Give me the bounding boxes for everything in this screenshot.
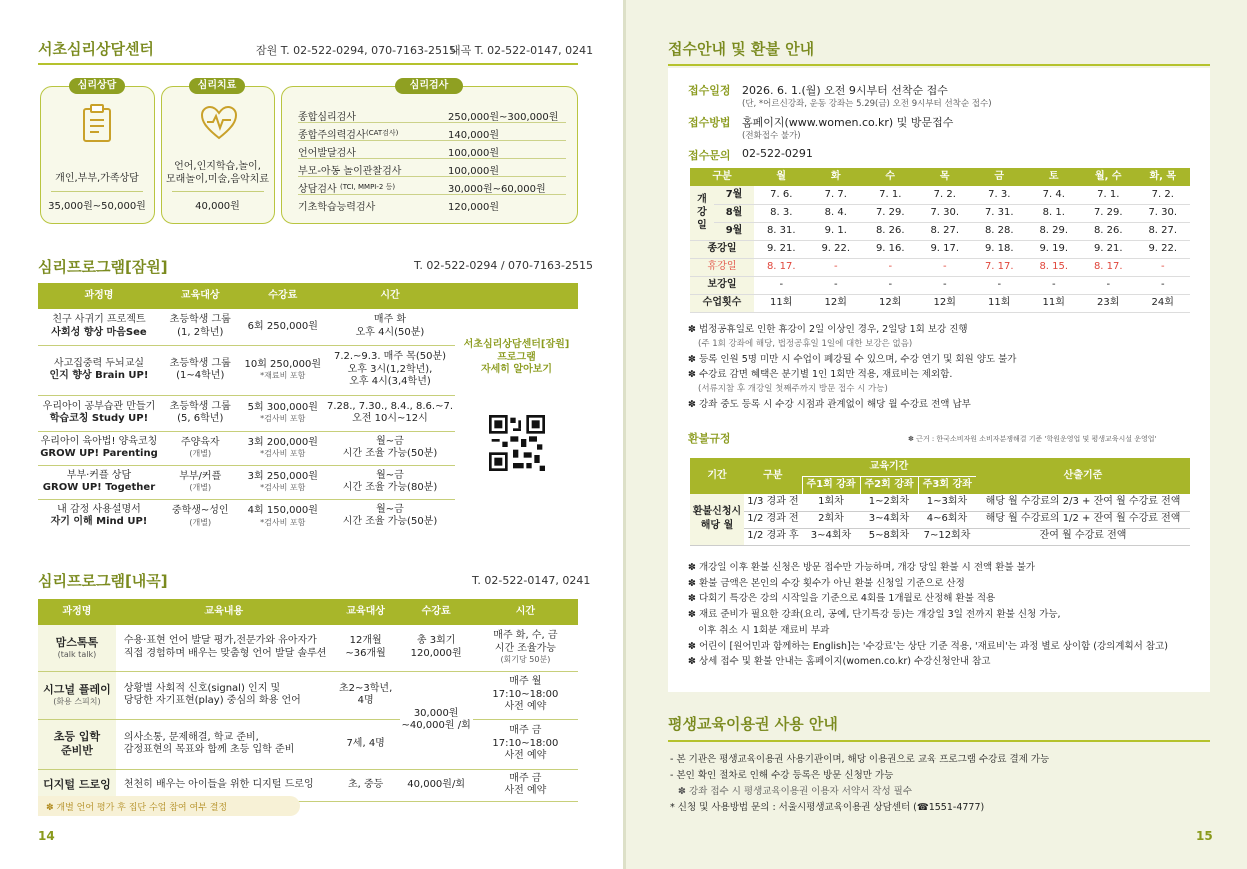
qr-cell [455, 309, 578, 533]
refund-table: 기간 구분 교육기간 산출기준 주1회 강좌 주2회 강좌 주3회 강좌 환불신청시 해당 월 1/3 경과 전 1회차 1~2회차 1~3회차 해당 월 수강료의 2/3 + 잔여 월 수강료 전액 1/2 경과 전 2회차 3~4회차 4~6회차 해당 월 수강료의 1/2 + 잔여 월 수강료 전액 1/2 경과 후 3~4회차 5~8회차 7~12회차 잔여 월 수강료 전액 [690, 458, 1190, 546]
table-row: 1/2 경과 전 2회차 3~4회차 4~6회차 해당 월 수강료의 1/2 + 잔여 월 수강료 전액 [690, 511, 1190, 528]
assessment-row: 종합주의력검사 (CAT검사) 140,000원 [298, 123, 566, 141]
jamwon-phone: T. 02-522-0294 / 070-7163-2515 [414, 259, 593, 272]
assessment-row: 상담검사 (TCI, MMPI-2 등) 30,000원~60,000원 [298, 177, 566, 195]
counseling-price: 35,000원~50,000원 [48, 201, 146, 212]
table-row: 내 감정 사용설명서 자기 이해 Mind UP! 중학생~성인 (개별) 4회 150,000원 *검사비 포함 월~금 시간 조율 가능(50분) [50, 503, 438, 528]
refund-title: 환불규정 [688, 432, 731, 445]
naegok-note: ✽ 개별 언어 평가 후 집단 수업 참여 여부 결정 [38, 796, 300, 816]
jamwon-table: 과정명 교육대상 수강료 시간 친구 사귀기 프로젝트 사회성 향상 마음See 초등학생 그룹 (1, 2학년) 6회 250,000원 매주 화 오후 4시(50분) 서초심리상담센터[잠원] 프로그램 자세히 알아보기 사고집중력 두뇌교실 인지 향상 Brain UP! 초등학생 그룹 (1~4학년) 10회 250,000원 *재료비 포함 7.2.~9.3. 매주 목(50분) 오후 3시(1,2학년), 오후 4시(3,4학년) 우리아이 공부습관 만들기 학습코칭 Study UP! 초등학생 그룹 (5, 6학년) 5회 300,000원 *검사비 포함 7.28., 7.30., 8.4., 8.6.~7. 오전 10시~12시 우리아이 육아법! 양육코칭 GROW UP! Parenting 주양육자 (개별) 3회 200,000원 *검사비 포함 월~금 시간 조율 가능(50분) 부부·커플 상담 GROW UP! Together 부부/커플 (개별) 3회 250,000원 *검사비 포함 월~금 시간 조율 가능(80분) 내 감정 사용설명서 자기 이해 Mind UP! 중학생~성인 (개별) 4회 150,000원 *검사비 포함 월~금 시간 조율 가능(50분) [38, 283, 578, 533]
reg-phone: 02-522-0291 [742, 147, 813, 160]
qr-caption-1: 서초심리상담센터[잠원] [463, 339, 570, 350]
registration-title: 접수안내 및 환불 안내 [668, 40, 815, 58]
counseling-pill: 심리상담 [69, 78, 125, 94]
right-page [626, 0, 1247, 869]
assessment-row: 언어발달검사 100,000원 [298, 141, 566, 159]
reg-schedule: 2026. 6. 1.(월) 오전 9시부터 선착순 접수 [742, 84, 948, 97]
table-row: 1/2 경과 후 3~4회차 5~8회차 7~12회차 잔여 월 수강료 전액 [690, 528, 1190, 545]
header-rule [38, 63, 578, 65]
left-page [0, 0, 623, 869]
table-row: 사고집중력 두뇌교실 인지 향상 Brain UP! 초등학생 그룹 (1~4학년) 10회 250,000원 *재료비 포함 7.2.~9.3. 매주 목(50분) 오후 3시(1,2학년), 오후 4시(3,4학년) [38, 345, 578, 395]
table-row: 종강일 9. 21. 9. 22. 9. 16. 9. 17. 9. 18. 9. 19. 9. 21. 9. 22. [690, 240, 1190, 258]
page-number-left: 14 [38, 829, 55, 843]
refund-basis: ✽ 근거 : 한국소비자원 소비자분쟁해결 기준 '학원운영업 및 평생교육시설 운영업' [908, 435, 1157, 443]
naegok-phone: T. 02-522-0147, 0241 [472, 574, 591, 587]
table-row: 부부·커플 상담 GROW UP! Together 부부/커플 (개별) 3회 250,000원 *검사비 포함 월~금 시간 조율 가능(80분) [38, 465, 578, 499]
naegok-title: 심리프로그램[내곡] [38, 572, 168, 590]
voucher-body: - 본 기관은 평생교육이용권 사용기관이며, 해당 이용권으로 교육 프로그램 수강료 결제 가능 - 본인 확인 절차로 인해 수강 등록은 방문 신청만 가능 ✽ 강좌 접수 시 평생교육이용권 이용자 서약서 작성 필수 * 신청 및 사용방법 문의 : 서울시평생교육이용권 상담센터 (☎1551-4777) [670, 754, 1050, 813]
voucher-rule [668, 740, 1210, 742]
voucher-title: 평생교육이용권 사용 안내 [668, 715, 838, 733]
qr-caption-2: 프로그램 [497, 351, 536, 363]
table-row: 8월 8. 3. 8. 4. 7. 29. 7. 30. 7. 31. 8. 1. 7. 29. 7. 30. [690, 204, 1190, 222]
assessment-list [298, 105, 566, 213]
opening-label: 개 강 일 [690, 186, 714, 240]
registration-panel: 접수일정 2026. 6. 1.(월) 오전 9시부터 선착순 접수 (단, *어르신강좌, 운동 강좌는 5.29(금) 오전 9시부터 선착순 접수) 접수방법 홈페이지(www.women.co.kr) 및 방문접수 (전화접수 불가) 접수문의 02-522-0291 구분 월 화 수 목 금 토 월, 수 화, 목 개 강 일 7월 7. 6. 7. 7. 7. 1. 7. 2. 7. 3. 7. 4. 7. 1. 7. 2. 8월 8. 3. 8. 4. 7. 29. 7. 30. 7. 31. 8. 1. 7. 29. 7. 30. 9월 8. 31. 9. 1. 8. 26. 8. 27. 8. 28. 8. 29. 8. 26. 8. 27. 종강일 9. 21. 9. 22. 9. 16. 9. 17. 9. 18. 9. 19. 9. 21. 9. 22. 휴강일 8. 17. - - - 7. 17. 8. 15. 8. 17. - 보강일 - - - - - - - - 수업횟수 11회 12회 12회 12회 11회 11회 23회 24회 ✽ 법정공휴일로 인한 휴강이 2일 이상인 경우, 2일당 1회 보강 진행 (주 1회 강좌에 해당, 법정공휴일 1일에 대한 보강은 없음) ✽ 등록 인원 5명 미만 시 수업이 폐강될 수 있으며, 수강 연기 및 회원 양도 불가 ✽ 수강료 감면 혜택은 분기별 1인 1회만 적용, 재료비는 제외함. (서류지참 후 개강일 첫째주까지 방문 접수 시 가능) ✽ 강좌 중도 등록 시 수강 시점과 관계없이 해당 월 수강료 전액 납부 환불규정 ✽ 근거 : 한국소비자원 소비자분쟁해결 기준 '학원운영업 및 평생교육시설 운영업' 기간 구분 교육기간 산출기준 주1회 강좌 주2회 강좌 주3회 강좌 환불신청시 해당 월 1/3 경과 전 1회차 1~2회차 1~3회차 해당 월 수강료의 2/3 + 잔여 월 수강료 전액 1/2 경과 전 2회차 3~4회차 4~6회차 해당 월 수강료의 1/2 + 잔여 월 수강료 전액 1/2 경과 후 3~4회차 5~8회차 7~12회차 잔여 월 수강료 전액 ✽ 개강일 이후 환불 신청은 방문 접수만 가능하며, 개강 당일 환불 시 전액 환불 불가 ✽ 환불 금액은 본인의 수강 횟수가 아닌 환불 신청일 기준으로 산정 ✽ 다회기 특강은 강의 시작일을 기준으로 4회를 1개월로 산정해 환불 적용 ✽ 재료 준비가 필요한 강좌(요리, 공예, 단기특강 등)는 개강일 3일 전까지 환불 신청 가능, 이후 취소 시 1회분 재료비 부과 ✽ 어린이 [원어민과 함께하는 English]는 '수강료'는 상단 기준 적용, '재료비'는 과정 별로 상이함 (강의계획서 참고) ✽ 상세 접수 및 환불 안내는 홈페이지(women.co.kr) 수강신청안내 참고 [668, 68, 1210, 692]
jamwon-contact: 잠원 T. 02-522-0294, 070-7163-2515 [256, 44, 456, 57]
refund-notes: ✽ 개강일 이후 환불 신청은 방문 접수만 가능하며, 개강 당일 환불 시 전액 환불 불가 ✽ 환불 금액은 본인의 수강 횟수가 아닌 환불 신청일 기준으로 산정 ✽ 다회기 특강은 강의 시작일을 기준으로 4회를 1개월로 산정해 환불 적용 ✽ 재료 준비가 필요한 강좌(요리, 공예, 단기특강 등)는 개강일 3일 전까지 환불 신청 가능, 이후 취소 시 1회분 재료비 부과 ✽ 어린이 [원어민과 함께하는 English]는 '수강료'는 상단 기준 적용, '재료비'는 과정 별로 상이함 (강의계획서 참고) ✽ 상세 접수 및 환불 안내는 홈페이지(women.co.kr) 수강신청안내 참고 [688, 562, 1168, 668]
naegok-contact: 내곡 T. 02-522-0147, 0241 [450, 44, 594, 57]
box-divider [172, 191, 264, 192]
naegok-table: 과정명 교육내용 교육대상 수강료 시간 맘스톡톡 (talk talk) 수용·표현 언어 발달 평가,전문가와 유아자가 직접 경험하며 배우는 맞춤형 언어 발달 솔루션 12개월 ~36개월 총 3회기 120,000원 매주 화, 수, 금 시간 조율가능 (회기당 50분) 시그널 플레이 (화용 스피치) 상황별 사회적 신호(signal) 인지 및 당당한 자기표현(play) 중심의 화용 언어 초2~3학년, 4명 30,000원 ~40,000원 /회 매주 월 17:10~18:00 사전 예약 초등 입학 준비반 의사소통, 문제해결, 학교 준비, 감정표현의 목표와 함께 초등 입학 준비 7세, 4명 매주 금 17:10~18:00 사전 예약 디지털 드로잉 천천히 배우는 아이들을 위한 디지털 드로잉 초, 중등 40,000원/회 매주 금 사전 예약 [38, 599, 578, 802]
assessment-box [281, 86, 578, 224]
therapy-desc-2: 모래놀이,미술,음악치료 [166, 174, 269, 185]
registration-notes: ✽ 법정공휴일로 인한 휴강이 2일 이상인 경우, 2일당 1회 보강 진행 (주 1회 강좌에 해당, 법정공휴일 1일에 대한 보강은 없음) ✽ 등록 인원 5명 미만 시 수업이 폐강될 수 있으며, 수강 연기 및 회원 양도 불가 ✽ 수강료 감면 혜택은 분기별 1인 1회만 적용, 재료비는 제외함. (서류지참 후 개강일 첫째주까지 방문 접수 시 가능) ✽ 강좌 중도 등록 시 수강 시점과 관계없이 해당 월 수강료 전액 납부 [688, 324, 1017, 410]
table-row: 초등 입학 준비반 의사소통, 문제해결, 학교 준비, 감정표현의 목표와 함께 초등 입학 준비 7세, 4명 매주 금 17:10~18:00 사전 예약 [38, 719, 578, 769]
shared-fee-cell: 30,000원 ~40,000원 /회 [400, 671, 473, 769]
table-row: 9월 8. 31. 9. 1. 8. 26. 8. 27. 8. 28. 8. 29. 8. 26. 8. 27. [690, 222, 1190, 240]
table-row: 휴강일 8. 17. - - - 7. 17. 8. 15. 8. 17. - [690, 258, 1190, 276]
box-divider [51, 191, 143, 192]
schedule-table: 구분 월 화 수 목 금 토 월, 수 화, 목 개 강 일 7월 7. 6. 7. 7. 7. 1. 7. 2. 7. 3. 7. 4. 7. 1. 7. 2. 8월 8. 3. 8. 4. 7. 29. 7. 30. 7. 31. 8. 1. 7. 29. 7. 30. 9월 8. 31. 9. 1. 8. 26. 8. 27. 8. 28. 8. 29. 8. 26. 8. 27. 종강일 9. 21. 9. 22. 9. 16. 9. 17. 9. 18. 9. 19. 9. 21. 9. 22. 휴강일 8. 17. - - - 7. 17. 8. 15. 8. 17. - 보강일 - - - - - - - - 수업횟수 11회 12회 12회 12회 11회 11회 23회 24회 [690, 168, 1190, 313]
therapy-pill: 심리치료 [189, 78, 245, 94]
counseling-desc: 개인,부부,가족상담 [55, 173, 139, 184]
table-row: 수업횟수 11회 12회 12회 12회 11회 11회 23회 24회 [690, 294, 1190, 312]
therapy-box [161, 86, 275, 224]
table-row: 보강일 - - - - - - - - [690, 276, 1190, 294]
table-row: 우리아이 공부습관 만들기 학습코칭 Study UP! 초등학생 그룹 (5, 6학년) 5회 300,000원 *검사비 포함 7.28., 7.30., 8.4., 8.6.~7. 오전 10시~12시 [38, 395, 578, 431]
assessment-row: 기초학습능력검사 120,000원 [298, 202, 500, 213]
table-row: 디지털 드로잉 천천히 배우는 아이들을 위한 디지털 드로잉 초, 중등 40,000원/회 매주 금 사전 예약 [38, 769, 578, 801]
table-row: 맘스톡톡 (talk talk) 수용·표현 언어 발달 평가,전문가와 유아자가 직접 경험하며 배우는 맞춤형 언어 발달 솔루션 12개월 ~36개월 총 3회기 120,000원 매주 화, 수, 금 시간 조율가능 (회기당 50분) [38, 625, 578, 671]
counseling-box [40, 86, 155, 224]
assessment-row: 부모-아동 놀이관찰검사 100,000원 [298, 159, 566, 177]
registration-rule [668, 64, 1210, 66]
therapy-price: 40,000원 [195, 201, 240, 212]
clipboard-icon [79, 103, 115, 143]
qr-caption-3: 자세히 알아보기 [480, 364, 553, 375]
jamwon-title: 심리프로그램[잠원] [38, 258, 168, 276]
assessment-pill: 심리검사 [395, 78, 463, 94]
assessment-row: 종합심리검사 250,000원~300,000원 [298, 105, 566, 123]
center-title: 서초심리상담센터 [38, 40, 154, 58]
heart-pulse-icon [200, 105, 238, 141]
table-row: 친구 사귀기 프로젝트 사회성 향상 마음See 초등학생 그룹 (1, 2학년) 6회 250,000원 매주 화 오후 4시(50분) 서초심리상담센터[잠원] 프로그램 자세히 알아보기 [38, 309, 578, 345]
table-row: 우리아이 육아법! 양육코칭 GROW UP! Parenting 주양육자 (개별) 3회 200,000원 *검사비 포함 월~금 시간 조율 가능(50분) [38, 431, 578, 465]
table-row: 시그널 플레이 (화용 스피치) 상황별 사회적 신호(signal) 인지 및 당당한 자기표현(play) 중심의 화용 언어 초2~3학년, 4명 30,000원 ~40,000원 /회 매주 월 17:10~18:00 사전 예약 [38, 671, 578, 719]
therapy-desc-1: 언어,인지학습,놀이, [174, 161, 261, 172]
table-row: 환불신청시 해당 월 1/3 경과 전 1회차 1~2회차 1~3회차 해당 월 수강료의 2/3 + 잔여 월 수강료 전액 [690, 494, 1190, 511]
page-number-right: 15 [1196, 829, 1213, 843]
qr-code-icon[interactable] [489, 415, 545, 471]
table-row: 개 강 일 7월 7. 6. 7. 7. 7. 1. 7. 2. 7. 3. 7. 4. 7. 1. 7. 2. [690, 186, 1190, 204]
reg-method: 홈페이지(www.women.co.kr) 및 방문접수 [742, 116, 954, 129]
